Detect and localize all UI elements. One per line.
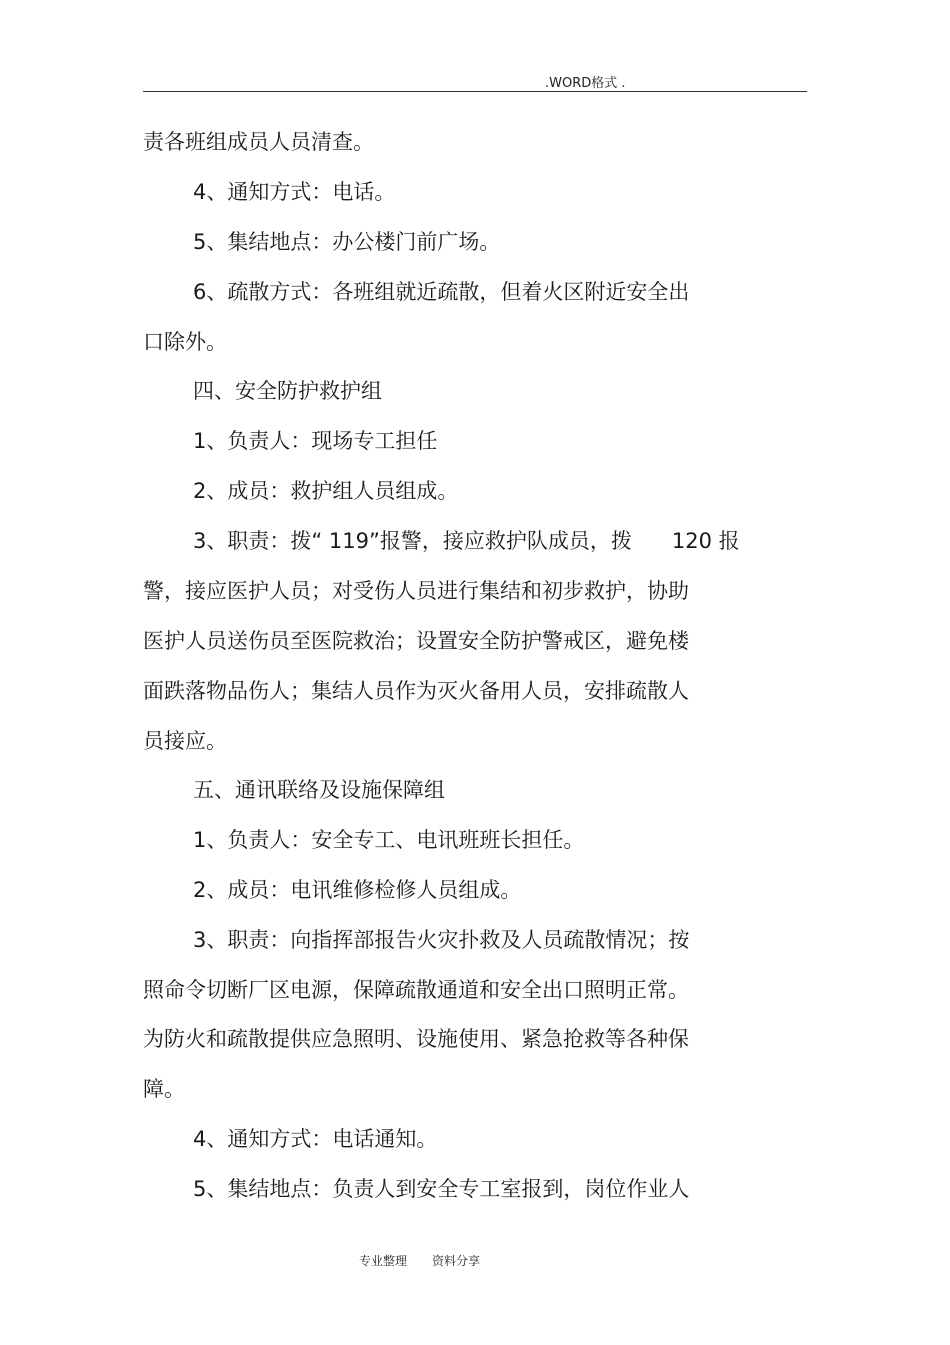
body-line: 医护人员送伤员至医院救治；设置安全防护警戒区，避免楼 — [143, 629, 689, 653]
body-line: 障。 — [143, 1077, 185, 1101]
body-line: 6、疏散方式：各班组就近疏散，但着火区附近安全出 — [193, 280, 690, 304]
body-line: 责各班组成员人员清查。 — [143, 130, 374, 154]
body-line: 1、负责人：现场专工担任 — [193, 429, 438, 453]
body-line: 2、成员：电讯维修检修人员组成。 — [193, 878, 522, 902]
body-line: 4、通知方式：电话通知。 — [193, 1127, 438, 1151]
body-line: 2、成员：救护组人员组成。 — [193, 479, 459, 503]
body-line: 3、职责：向指挥部报告火灾扑救及人员疏散情况；按 — [193, 928, 690, 952]
body-line: 4、通知方式：电话。 — [193, 180, 396, 204]
body-line: 照命令切断厂区电源，保障疏散通道和安全出口照明正常。 — [143, 978, 689, 1002]
body-line: 5、集结地点：负责人到安全专工室报到，岗位作业人 — [193, 1177, 690, 1201]
body-line: 1、负责人：安全专工、电讯班班长担任。 — [193, 828, 585, 852]
section-heading: 四、安全防护救护组 — [193, 379, 382, 403]
section-heading: 五、通讯联络及设施保障组 — [193, 778, 445, 802]
header-divider — [143, 91, 807, 92]
header-label: .WORD格式 . — [545, 76, 626, 91]
body-line: 为防火和疏散提供应急照明、设施使用、紧急抢救等各种保 — [143, 1027, 689, 1051]
body-line: 口除外。 — [143, 330, 227, 354]
body-line: 面跌落物品伤人；集结人员作为灭火备用人员，安排疏散人 — [143, 679, 689, 703]
footer-right-text: 资料分享 — [432, 1254, 481, 1268]
body-line: 警，接应医护人员；对受伤人员进行集结和初步救护，协助 — [143, 579, 689, 603]
body-line: 5、集结地点：办公楼门前广场。 — [193, 230, 501, 254]
body-line: 3、职责：拨“ 119”报警，接应救护队成员，拨 120 报 — [193, 529, 740, 553]
footer-left-text: 专业整理 — [359, 1254, 408, 1268]
body-line: 员接应。 — [143, 729, 227, 753]
